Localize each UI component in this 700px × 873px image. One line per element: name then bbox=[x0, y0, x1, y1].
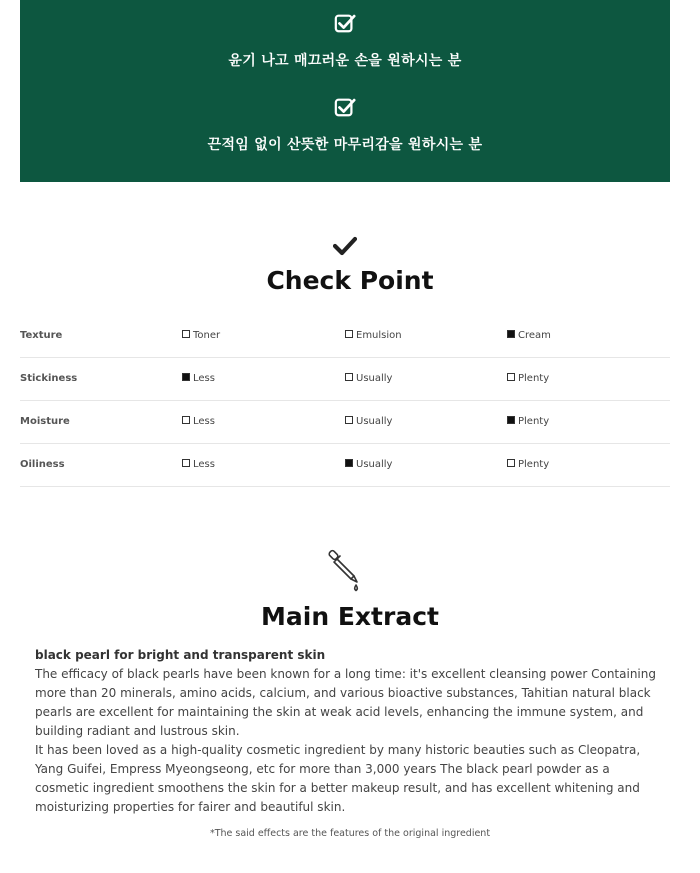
check-point-option bbox=[182, 400, 215, 443]
option-label: Less bbox=[193, 459, 215, 470]
option-label: Usually bbox=[356, 416, 393, 427]
option-label: Toner bbox=[193, 330, 221, 341]
banner-item bbox=[20, 96, 670, 154]
option-checkbox bbox=[507, 459, 515, 467]
check-point-label: Stickiness bbox=[20, 373, 78, 384]
option-checkbox-checked bbox=[182, 373, 190, 381]
check-point-option bbox=[507, 400, 549, 443]
check-point-label: Moisture bbox=[20, 416, 70, 427]
check-point-option bbox=[507, 314, 551, 357]
check-point-title: Check Point bbox=[266, 266, 434, 295]
option-label: Plenty bbox=[518, 416, 550, 427]
option-checkbox-checked bbox=[507, 330, 515, 338]
checkbox-checked-icon bbox=[334, 96, 356, 118]
main-extract-heading: black pearl for bright and transparent skin bbox=[35, 648, 326, 662]
check-point-option bbox=[182, 443, 215, 486]
option-checkbox bbox=[345, 416, 353, 424]
option-checkbox bbox=[345, 373, 353, 381]
main-extract-paragraph: The efficacy of black pearls have been known for a long time: it's excellent cleansing power Containing more than 20 minerals, amino acids, calcium, and various bioactive substances, Tahitian natural black pearls are excellent for maintaining the skin at weak acid levels, enhancing the immune system, and building radiant and lustrous skin. bbox=[35, 667, 656, 738]
option-label: Less bbox=[193, 373, 215, 384]
check-point-option bbox=[345, 357, 392, 400]
check-point-row-moisture bbox=[20, 400, 670, 444]
disclaimer-note: *The said effects are the features of the original ingredient bbox=[209, 828, 491, 839]
target-customer-banner bbox=[20, 0, 670, 182]
check-point-label: Oiliness bbox=[20, 459, 65, 470]
option-label: Usually bbox=[356, 459, 393, 470]
option-checkbox bbox=[182, 459, 190, 467]
check-point-label: Texture bbox=[20, 330, 63, 341]
check-point-option bbox=[345, 400, 392, 443]
check-point-option bbox=[507, 357, 549, 400]
option-checkbox-checked bbox=[345, 459, 353, 467]
option-checkbox-checked bbox=[507, 416, 515, 424]
main-extract-body bbox=[35, 646, 660, 817]
option-checkbox bbox=[345, 330, 353, 338]
banner-item bbox=[20, 12, 670, 70]
option-label: Less bbox=[193, 416, 215, 427]
check-point-option bbox=[345, 314, 402, 357]
check-point-option bbox=[345, 443, 392, 486]
option-checkbox bbox=[182, 330, 190, 338]
option-label: Plenty bbox=[518, 373, 550, 384]
option-label: Emulsion bbox=[356, 330, 402, 341]
option-label: Plenty bbox=[518, 459, 550, 470]
check-point-row-stickiness bbox=[20, 357, 670, 401]
check-point-row-oiliness bbox=[20, 443, 670, 487]
banner-item-text: 윤기 나고 매끄러운 손을 원하시는 분 bbox=[228, 53, 462, 69]
option-checkbox bbox=[182, 416, 190, 424]
main-extract-paragraph: It has been loved as a high-quality cosmetic ingredient by many historic beauties such as Cleopatra, Yang Guifei, Empress Myeongseong, etc for more than 3,000 years The black pearl powder as a cosmetic ingredient smoothens the skin for a better makeup result, and has excellent whitening and moisturizing properties for fairer and beautiful skin. bbox=[35, 743, 641, 814]
checkbox-checked-icon bbox=[334, 12, 356, 34]
option-label: Cream bbox=[518, 330, 551, 341]
main-extract-title: Main Extract bbox=[261, 602, 439, 631]
dropper-icon bbox=[326, 549, 366, 593]
option-label: Usually bbox=[356, 373, 393, 384]
check-point-row-texture bbox=[20, 314, 670, 358]
check-point-option bbox=[507, 443, 549, 486]
checkmark-icon bbox=[333, 236, 357, 256]
check-point-option bbox=[182, 314, 220, 357]
check-point-option bbox=[182, 357, 215, 400]
option-checkbox bbox=[507, 373, 515, 381]
banner-item-text: 끈적임 없이 산뜻한 마무리감을 원하시는 분 bbox=[207, 137, 483, 153]
